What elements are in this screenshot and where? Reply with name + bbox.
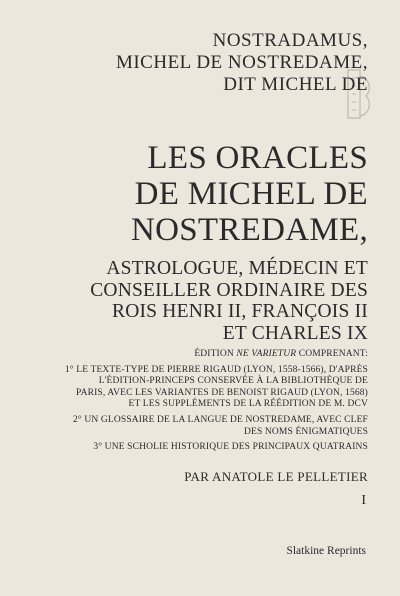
subtitle-line: ET CHARLES IX <box>222 322 368 344</box>
book-title <box>131 140 368 248</box>
edition-item1-line: PARIS, AVEC LES VARIANTES DE BENOIST RIGAUD (LYON, 1568) <box>76 387 368 398</box>
edition-item3-line: 3° UNE SCHOLIE HISTORIQUE DES PRINCIPAUX QUATRAINS <box>93 442 368 453</box>
author-line: MICHEL DE NOSTREDAME, <box>115 52 368 73</box>
author-line: NOSTRADAMUS, <box>212 30 368 51</box>
edition-item2-line: DES NOMS ÉNIGMATIQUES <box>243 426 368 437</box>
edition-item2-line: 2° UN GLOSSAIRE DE LA LANGUE DE NOSTREDAME, AVEC CLEF <box>73 414 368 425</box>
book-subtitle <box>90 258 368 344</box>
title-line: DE MICHEL DE <box>134 176 368 212</box>
edition-item1-line: L'ÉDITION-PRINCEPS CONSERVÉE À LA BIBLIOTHÈQUE DE <box>98 376 368 387</box>
edition-item1-line: ET LES SUPPLÉMENTS DE LA RÉÉDITION DE M. DCV <box>128 399 368 410</box>
edition-intro-suffix: COMPRENANT: <box>296 349 368 359</box>
edition-intro <box>65 349 368 361</box>
edition-description <box>65 349 368 454</box>
edition-item1-line: 1° LE TEXTE-TYPE DE PIERRE RIGAUD (LYON, 1558-1566), D'APRÈS <box>64 364 368 375</box>
volume-number: I <box>361 493 366 508</box>
publisher-name: Slatkine Reprints <box>286 545 366 557</box>
subtitle-line: ASTROLOGUE, MÉDECIN ET <box>106 258 368 279</box>
title-line: LES ORACLES <box>147 140 368 176</box>
editor-credit: PAR ANATOLE LE PELLETIER <box>184 469 368 484</box>
subtitle-line: ROIS HENRI II, FRANÇOIS II <box>112 301 368 322</box>
title-line: NOSTREDAME, <box>130 212 368 248</box>
edition-intro-italic: NE VARIETUR <box>236 349 297 359</box>
subtitle-line: CONSEILLER ORDINAIRE DES <box>90 279 368 301</box>
author-line: DIT MICHEL DE <box>223 74 368 95</box>
author-block <box>116 30 368 96</box>
edition-intro-prefix: ÉDITION <box>194 349 237 359</box>
